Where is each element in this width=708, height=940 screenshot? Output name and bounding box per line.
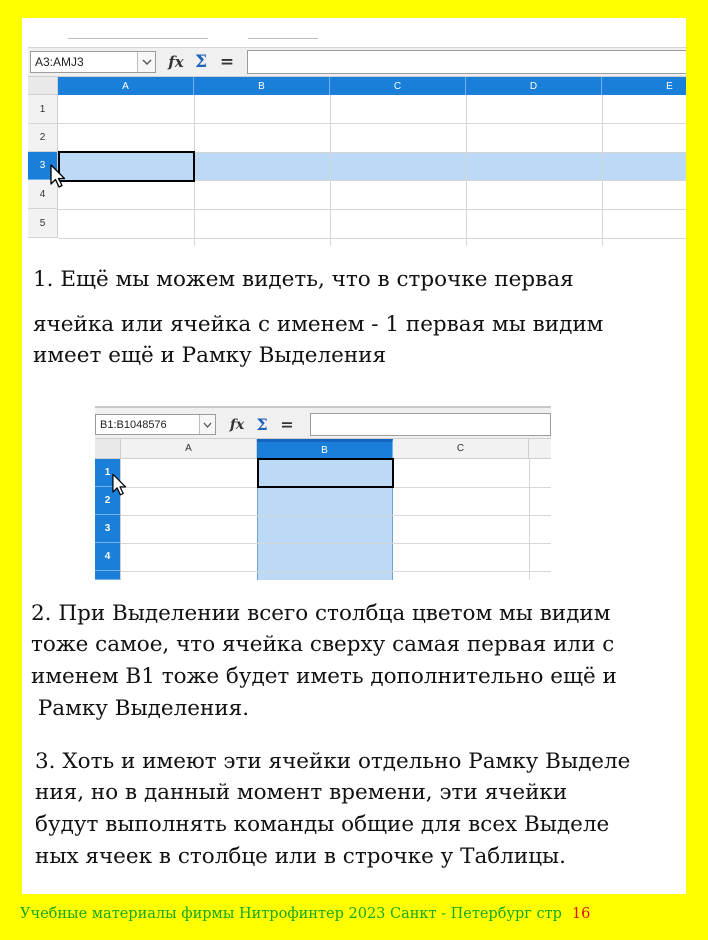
column-header-c[interactable]: C [393,439,529,459]
row-header-3-selected[interactable]: 3 [28,152,58,180]
column-header-e[interactable]: E [602,77,686,95]
grid-line [330,95,331,246]
column-header-a[interactable]: A [58,77,194,95]
grid-line [58,123,686,124]
column-header-d[interactable]: D [466,77,602,95]
function-wizard-icon[interactable]: fx [229,416,245,433]
grid-line [58,209,686,210]
name-box-value: A3:AMJ3 [35,55,84,69]
row-header-3[interactable]: 3 [95,515,121,543]
paragraph-line: 2. При Выделении всего столбца цветом мы видим [31,601,611,626]
paragraph-line: ных ячеек в столбце или в строчке у Таблицы. [35,844,566,869]
sum-icon[interactable]: Σ [194,52,208,72]
sum-icon[interactable]: Σ [256,415,268,434]
paragraph-line: именем В1 тоже будет иметь дополнительно ещё и [31,664,617,689]
spreadsheet-screenshot-row-selection [28,18,686,246]
grid-line [466,95,467,246]
row-header-2[interactable]: 2 [28,124,58,152]
grid-line [58,238,686,239]
page-number: 16 [571,906,591,922]
grid-line [121,571,551,572]
paragraph-line: имеет ещё и Рамку Выделения [33,343,387,368]
paragraph-line: ния, но в данный момент времени, эти ячейки [35,780,568,805]
row-header-4[interactable]: 4 [28,180,58,209]
grid-line [602,95,603,246]
chevron-down-icon[interactable] [199,415,215,434]
formula-bar [95,406,551,439]
paragraph-line: 3. Хоть и имеют эти ячейки отдельно Рамку Выделе [35,749,631,774]
row-header-4[interactable]: 4 [95,543,121,571]
paragraph-line: 1. Ещё мы можем видеть, что в строчке первая [33,267,574,292]
column-header-next [529,439,551,459]
formula-bar [28,47,686,77]
row-header-5[interactable]: 5 [28,209,58,238]
function-wizard-icon[interactable]: fx [168,53,184,71]
grid-line [121,515,551,516]
column-header-c[interactable]: C [330,77,466,95]
paragraph-line: будут выполнять команды общие для всех Выделе [35,812,610,837]
formula-input[interactable] [310,413,551,436]
row-header-1[interactable]: 1 [95,459,121,487]
column-header-b[interactable]: B [194,77,330,95]
row-header-1[interactable]: 1 [28,95,58,124]
chevron-down-icon[interactable] [137,52,155,72]
paragraph-line: ячейка или ячейка с именем - 1 первая мы видим [33,312,604,337]
name-box[interactable] [30,51,156,73]
active-cell-frame [257,458,394,488]
column-header-a[interactable]: A [121,439,257,459]
select-all-corner[interactable] [28,77,58,95]
name-box[interactable] [95,414,216,435]
paragraph-line: Рамку Выделения. [31,696,250,721]
formula-input[interactable] [247,50,686,74]
column-header-b-selected[interactable]: B [257,439,393,459]
active-cell-frame [58,151,195,182]
spreadsheet-screenshot-column-selection [95,406,551,580]
paragraph-line: тоже самое, что ячейка сверху самая первая или с [31,632,615,657]
row-header-5[interactable] [95,571,121,580]
document-page [22,18,686,894]
grid-line [529,459,530,580]
formula-icon[interactable]: = [219,52,235,72]
formula-icon[interactable]: = [280,415,294,434]
mouse-pointer-icon [112,473,127,498]
row-header-2[interactable]: 2 [95,487,121,515]
name-box-value: B1:B1048576 [100,418,167,431]
page-footer [20,906,590,922]
mouse-pointer-icon [50,164,66,190]
toolbar-divider [68,38,208,39]
grid-line [121,543,551,544]
toolbar-divider [248,38,318,39]
footer-text: Учебные материалы фирмы Нитрофинтер 2023 Санкт - Петербург стр [20,906,562,922]
select-all-corner[interactable] [95,439,121,459]
